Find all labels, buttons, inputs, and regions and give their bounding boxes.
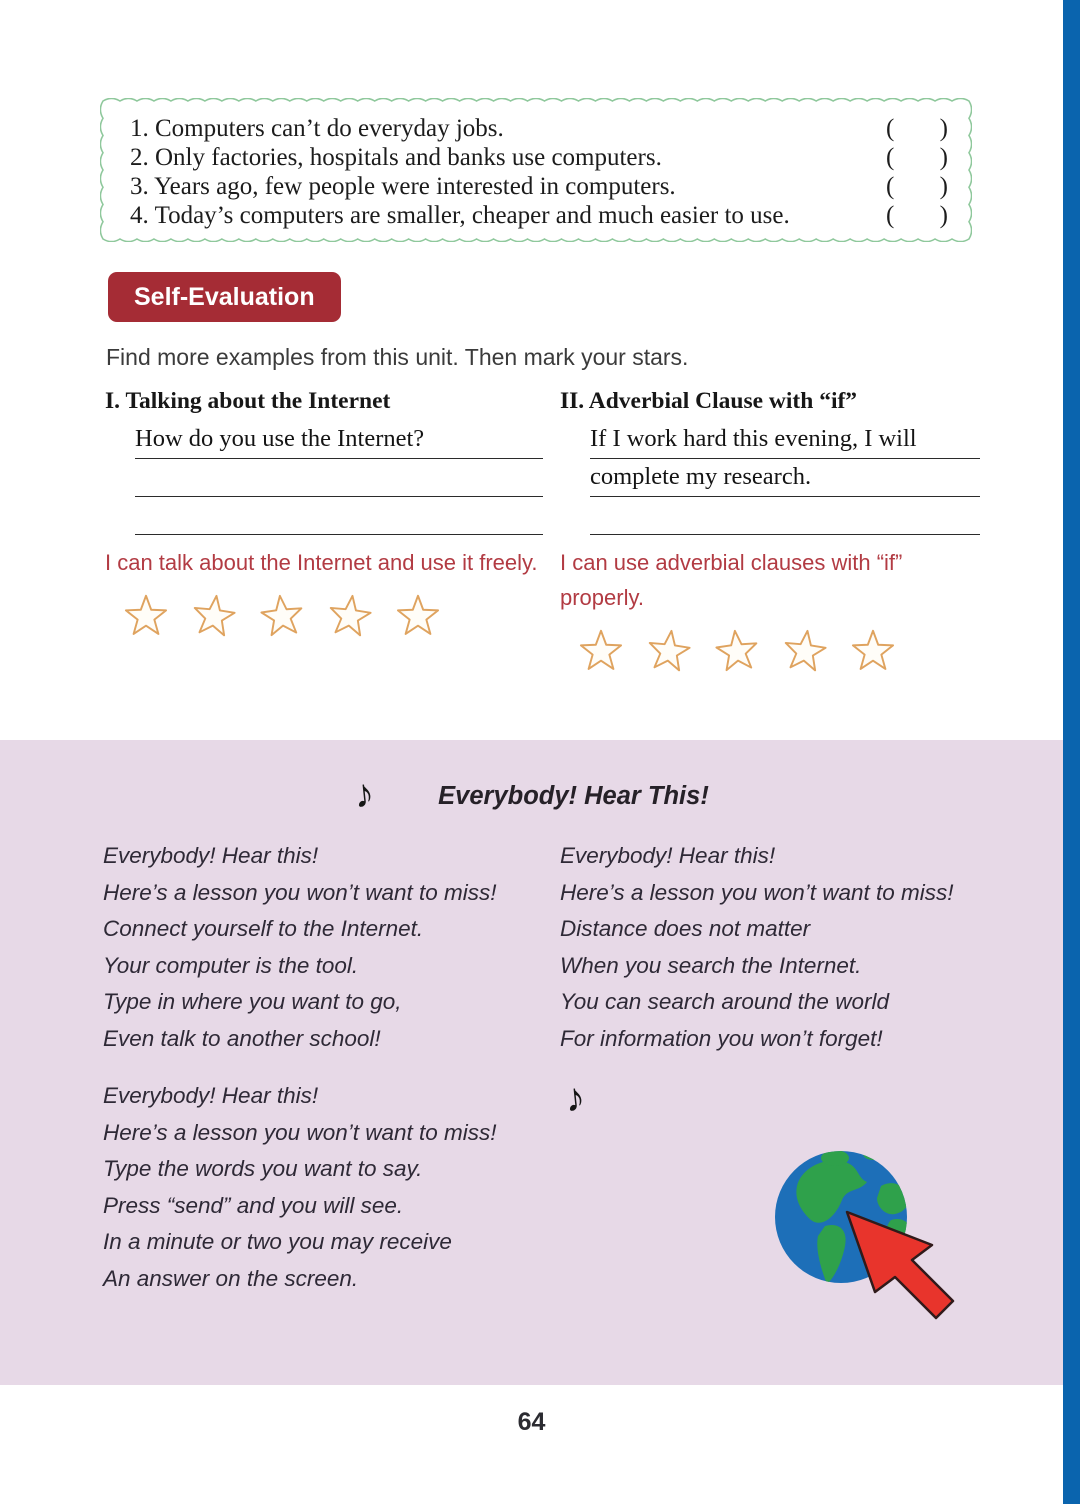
star-icon[interactable] [850, 629, 896, 673]
star-icon[interactable] [578, 629, 624, 673]
star-icon[interactable] [646, 629, 692, 673]
eval-section-1 [105, 388, 543, 638]
instruction-text: Find more examples from this unit. Then mark your stars. [106, 344, 689, 370]
stars-row [578, 629, 980, 673]
statements-box [100, 98, 972, 242]
lyric-line: You can search around the world [560, 989, 889, 1014]
can-do-statement: I can use adverbial clauses with “if” properly. [560, 550, 903, 610]
song-section [0, 740, 1063, 1385]
lyric-line: Here’s a lesson you won’t want to miss! [103, 879, 497, 905]
lyric-line: Distance does not matter [560, 916, 811, 941]
star-icon[interactable] [714, 629, 760, 673]
lyric-line: Everybody! Hear this! [103, 843, 319, 868]
statement-row [130, 114, 948, 143]
page-number: 64 [517, 1408, 546, 1436]
example-line-blank[interactable] [135, 459, 543, 497]
statement-text: 3. Years ago, few people were interested in computers. [130, 173, 676, 200]
lyric-line: Everybody! Hear this! [560, 843, 776, 868]
lyric-line: Everybody! Hear this! [103, 1083, 319, 1108]
example-line-blank[interactable] [590, 497, 980, 535]
example-line-filled: How do you use the Internet? [135, 421, 543, 459]
music-note-icon: ♪ [562, 1075, 588, 1121]
statement-text: 1. Computers can’t do everyday jobs. [130, 115, 504, 142]
stars-row [123, 594, 543, 638]
lyric-line: Your computer is the tool. [103, 952, 359, 978]
answer-blank[interactable]: ( ) [886, 173, 948, 200]
lyric-line: Press “send” and you will see. [103, 1192, 404, 1218]
statement-row [130, 143, 948, 172]
star-icon[interactable] [327, 594, 373, 638]
song-title: Everybody! Hear This! [438, 782, 709, 810]
star-icon[interactable] [782, 629, 828, 673]
example-line-blank[interactable] [135, 497, 543, 535]
page-edge-bar [1063, 0, 1080, 1504]
lyric-line: Even talk to another school! [103, 1025, 381, 1051]
self-evaluation-badge: Self-Evaluation [108, 272, 341, 322]
globe-icon [745, 1128, 975, 1328]
statement-row [130, 172, 948, 201]
can-do-statement: I can talk about the Internet and use it freely. [105, 550, 538, 575]
statement-text: 4. Today’s computers are smaller, cheaper and much easier to use. [130, 202, 790, 229]
example-line-filled: If I work hard this evening, I will [590, 421, 980, 459]
answer-blank[interactable]: ( ) [886, 115, 948, 142]
globe-cursor-illustration [745, 1128, 975, 1328]
statement-text: 2. Only factories, hospitals and banks use computers. [130, 144, 662, 171]
lyric-line: Type in where you want to go, [103, 989, 402, 1014]
lyric-line: Here’s a lesson you won’t want to miss! [560, 879, 954, 905]
star-icon[interactable] [259, 594, 305, 638]
song-title-row [0, 771, 1063, 817]
lyric-line: Type the words you want to say. [103, 1156, 423, 1181]
lyric-line: In a minute or two you may receive [103, 1229, 452, 1254]
lyric-line: Connect yourself to the Internet. [103, 916, 424, 941]
song-stanza-1 [103, 838, 543, 1057]
star-icon[interactable] [191, 594, 237, 638]
eval-section-2 [560, 388, 980, 673]
example-line-filled: complete my research. [590, 459, 980, 497]
eval-section-1-heading: I. Talking about the Internet [105, 388, 391, 414]
song-stanza-3 [103, 1078, 543, 1297]
lyric-line: When you search the Internet. [560, 952, 862, 978]
example-lines [135, 421, 543, 535]
song-stanza-2 [560, 838, 1000, 1057]
lyric-line: An answer on the screen. [103, 1265, 359, 1291]
music-note-icon: ♪ [351, 771, 377, 817]
example-lines [590, 421, 980, 535]
star-icon[interactable] [123, 594, 169, 638]
answer-blank[interactable]: ( ) [886, 144, 948, 171]
eval-section-2-heading: II. Adverbial Clause with “if” [560, 388, 858, 414]
lyric-line: Here’s a lesson you won’t want to miss! [103, 1119, 497, 1145]
statement-row [130, 201, 948, 230]
answer-blank[interactable]: ( ) [886, 202, 948, 229]
star-icon[interactable] [395, 594, 441, 638]
lyric-line: For information you won’t forget! [560, 1025, 883, 1051]
